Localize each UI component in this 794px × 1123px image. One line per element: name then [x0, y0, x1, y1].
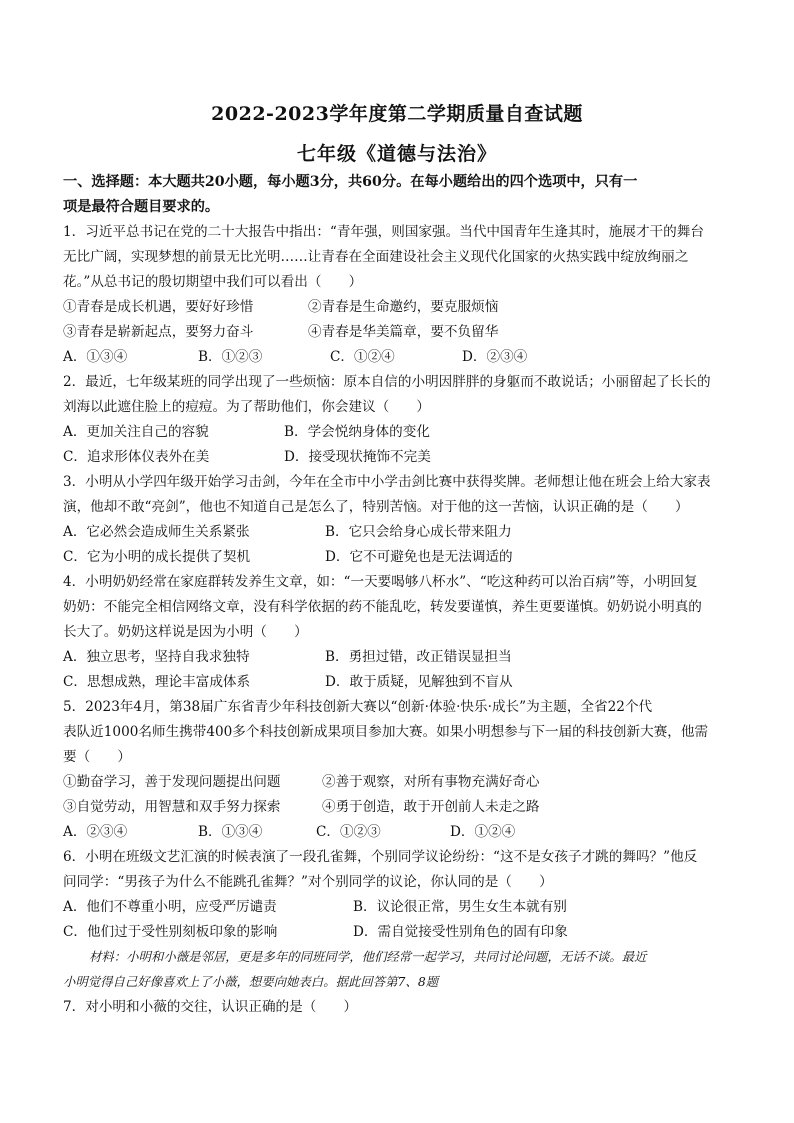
question-7-line1: 7．对小明和小薇的交往，认识正确的是（ ）: [63, 999, 358, 1015]
question-3-option-b: B．它只会给身心成长带来阻力: [325, 524, 512, 540]
question-1-option-d: D．②③④: [462, 349, 528, 365]
question-3-option-a: A．它必然会造成师生关系紧张: [63, 524, 250, 540]
question-6-option-b: B．议论很正常，男生女生本就有别: [353, 899, 567, 915]
question-1-option-b: B．①②③: [198, 349, 263, 365]
question-6-option-a: A．他们不尊重小明，应受严厉谴责: [63, 899, 277, 915]
question-6-option-c: C．他们过于受性别刻板印象的影响: [63, 924, 278, 940]
exam-title: 2022-2023学年度第二学期质量自查试题: [211, 103, 583, 125]
question-3-option-d: D．它不可避免也是无法调适的: [325, 549, 513, 565]
question-1-statement-3: ③青春是崭新起点，要努力奋斗: [63, 324, 254, 340]
question-5-line2: 表队近1000名师生携带400多个科技创新成果项目参加大赛。如果小明想参与下一届的科技创新大赛，他需: [63, 724, 709, 740]
question-1-line2: 无比广阔，实现梦想的前景无比光明……让青春在全面建设社会主义现代化国家的火热实践中绽放绚丽之: [63, 249, 689, 265]
material-line2: 小明觉得自己好像喜欢上了小薇，想要向她表白。据此回答第7、8题: [63, 974, 439, 989]
material-line1: 材料：小明和小薇是邻居，更是多年的同班同学，他们经常一起学习，共同讨论问题，无话不谈。最近: [89, 949, 647, 964]
question-1-line3: 花。”从总书记的殷切期望中我们可以看出（ ）: [63, 274, 363, 290]
question-1-statement-1: ①青春是成长机遇，要好好珍惜: [63, 299, 254, 315]
question-3-option-c: C．它为小明的成长提供了契机: [63, 549, 251, 565]
question-4-option-a: A．独立思考，坚持自我求独特: [63, 649, 250, 665]
question-1-option-a: A．①③④: [63, 349, 128, 365]
question-3-line2: 演，他却不敢“亮剑”，他也不知道自己是怎么了，特别苦恼。对于他的这一苦恼，认识正确的是（ ）: [63, 499, 689, 515]
question-6-option-d: D．需自觉接受性别角色的固有印象: [353, 924, 568, 940]
question-4-option-c: C．思想成熟，理论丰富成体系: [63, 674, 251, 690]
question-2-line2: 刘海以此遮住脸上的痘痘。为了帮助他们，你会建议（ ）: [63, 399, 431, 415]
question-5-statement-2: ②善于观察，对所有事物充满好奇心: [322, 774, 540, 790]
question-2-option-c: C．追求形体仪表外在美: [63, 449, 210, 465]
question-5-option-a: A．②③④: [63, 824, 128, 840]
section-heading-line1: 一、选择题：本大题共20小题，每小题3分，共60分。在每小题给出的四个选项中，只有一: [63, 174, 638, 190]
question-1-option-c: C．①②④: [330, 349, 395, 365]
question-5-statement-1: ①勤奋学习，善于发现问题提出问题: [63, 774, 281, 790]
question-5-statement-3: ③自觉劳动，用智慧和双手努力探索: [63, 799, 281, 815]
question-1-statement-2: ②青春是生命邀约，要克服烦恼: [308, 299, 499, 315]
question-5-line1: 5．2023年4月，第38届广东省青少年科技创新大赛以“创新·体验·快乐·成长”为主题，全省22个代: [63, 699, 653, 715]
question-1-line1: 1．习近平总书记在党的二十大报告中指出：“青年强，则国家强。当代中国青年生逢其时，施展才干的舞台: [63, 224, 704, 240]
question-1-statement-4: ④青春是华美篇章，要不负留华: [308, 324, 499, 340]
question-2-option-b: B．学会悦纳身体的变化: [284, 424, 430, 440]
question-6-line2: 问同学：“男孩子为什么不能跳孔雀舞？”对个别同学的议论，你认同的是（ ）: [63, 874, 553, 890]
section-heading-line2: 项是最符合题目要求的。: [63, 199, 220, 215]
question-4-option-d: D．敢于质疑，见解独到不盲从: [325, 674, 513, 690]
question-4-line2: 奶奶：不能完全相信网络文章，没有科学依据的药不能乱吃，转发要谨慎，养生更要谨慎。奶奶说小明真的: [63, 599, 702, 615]
question-4-line1: 4．小明奶奶经常在家庭群转发养生文章，如：“一天要喝够八杯水”、“吃这种药可以治百病”等，小明回复: [63, 574, 698, 590]
question-2-option-a: A．更加关注自己的容貌: [63, 424, 209, 440]
question-3-line1: 3．小明从小学四年级开始学习击剑，今年在全市中小学击剑比赛中获得奖牌。老师想让他在班会上给大家表: [63, 474, 711, 490]
question-5-line3: 要（ ）: [63, 749, 131, 765]
question-5-option-d: D．①②④: [450, 824, 516, 840]
exam-subtitle: 七年级《道德与法治》: [296, 143, 497, 165]
question-2-line1: 2．最近，七年级某班的同学出现了一些烦恼：原本自信的小明因胖胖的身躯而不敢说话；小丽留起了长长的: [63, 374, 711, 390]
question-2-option-d: D．接受现状掩饰不完美: [284, 449, 431, 465]
question-5-option-b: B．①③④: [198, 824, 263, 840]
question-5-option-c: C．①②③: [316, 824, 381, 840]
question-4-option-b: B．勇担过错，改正错误显担当: [325, 649, 512, 665]
question-6-line1: 6．小明在班级文艺汇演的时候表演了一段孔雀舞，个别同学议论纷纷：“这不是女孩子才跳的舞吗？”他反: [63, 849, 698, 865]
question-5-statement-4: ④勇于创造，敢于开创前人未走之路: [322, 799, 540, 815]
question-4-line3: 长大了。奶奶这样说是因为小明（ ）: [63, 624, 308, 640]
